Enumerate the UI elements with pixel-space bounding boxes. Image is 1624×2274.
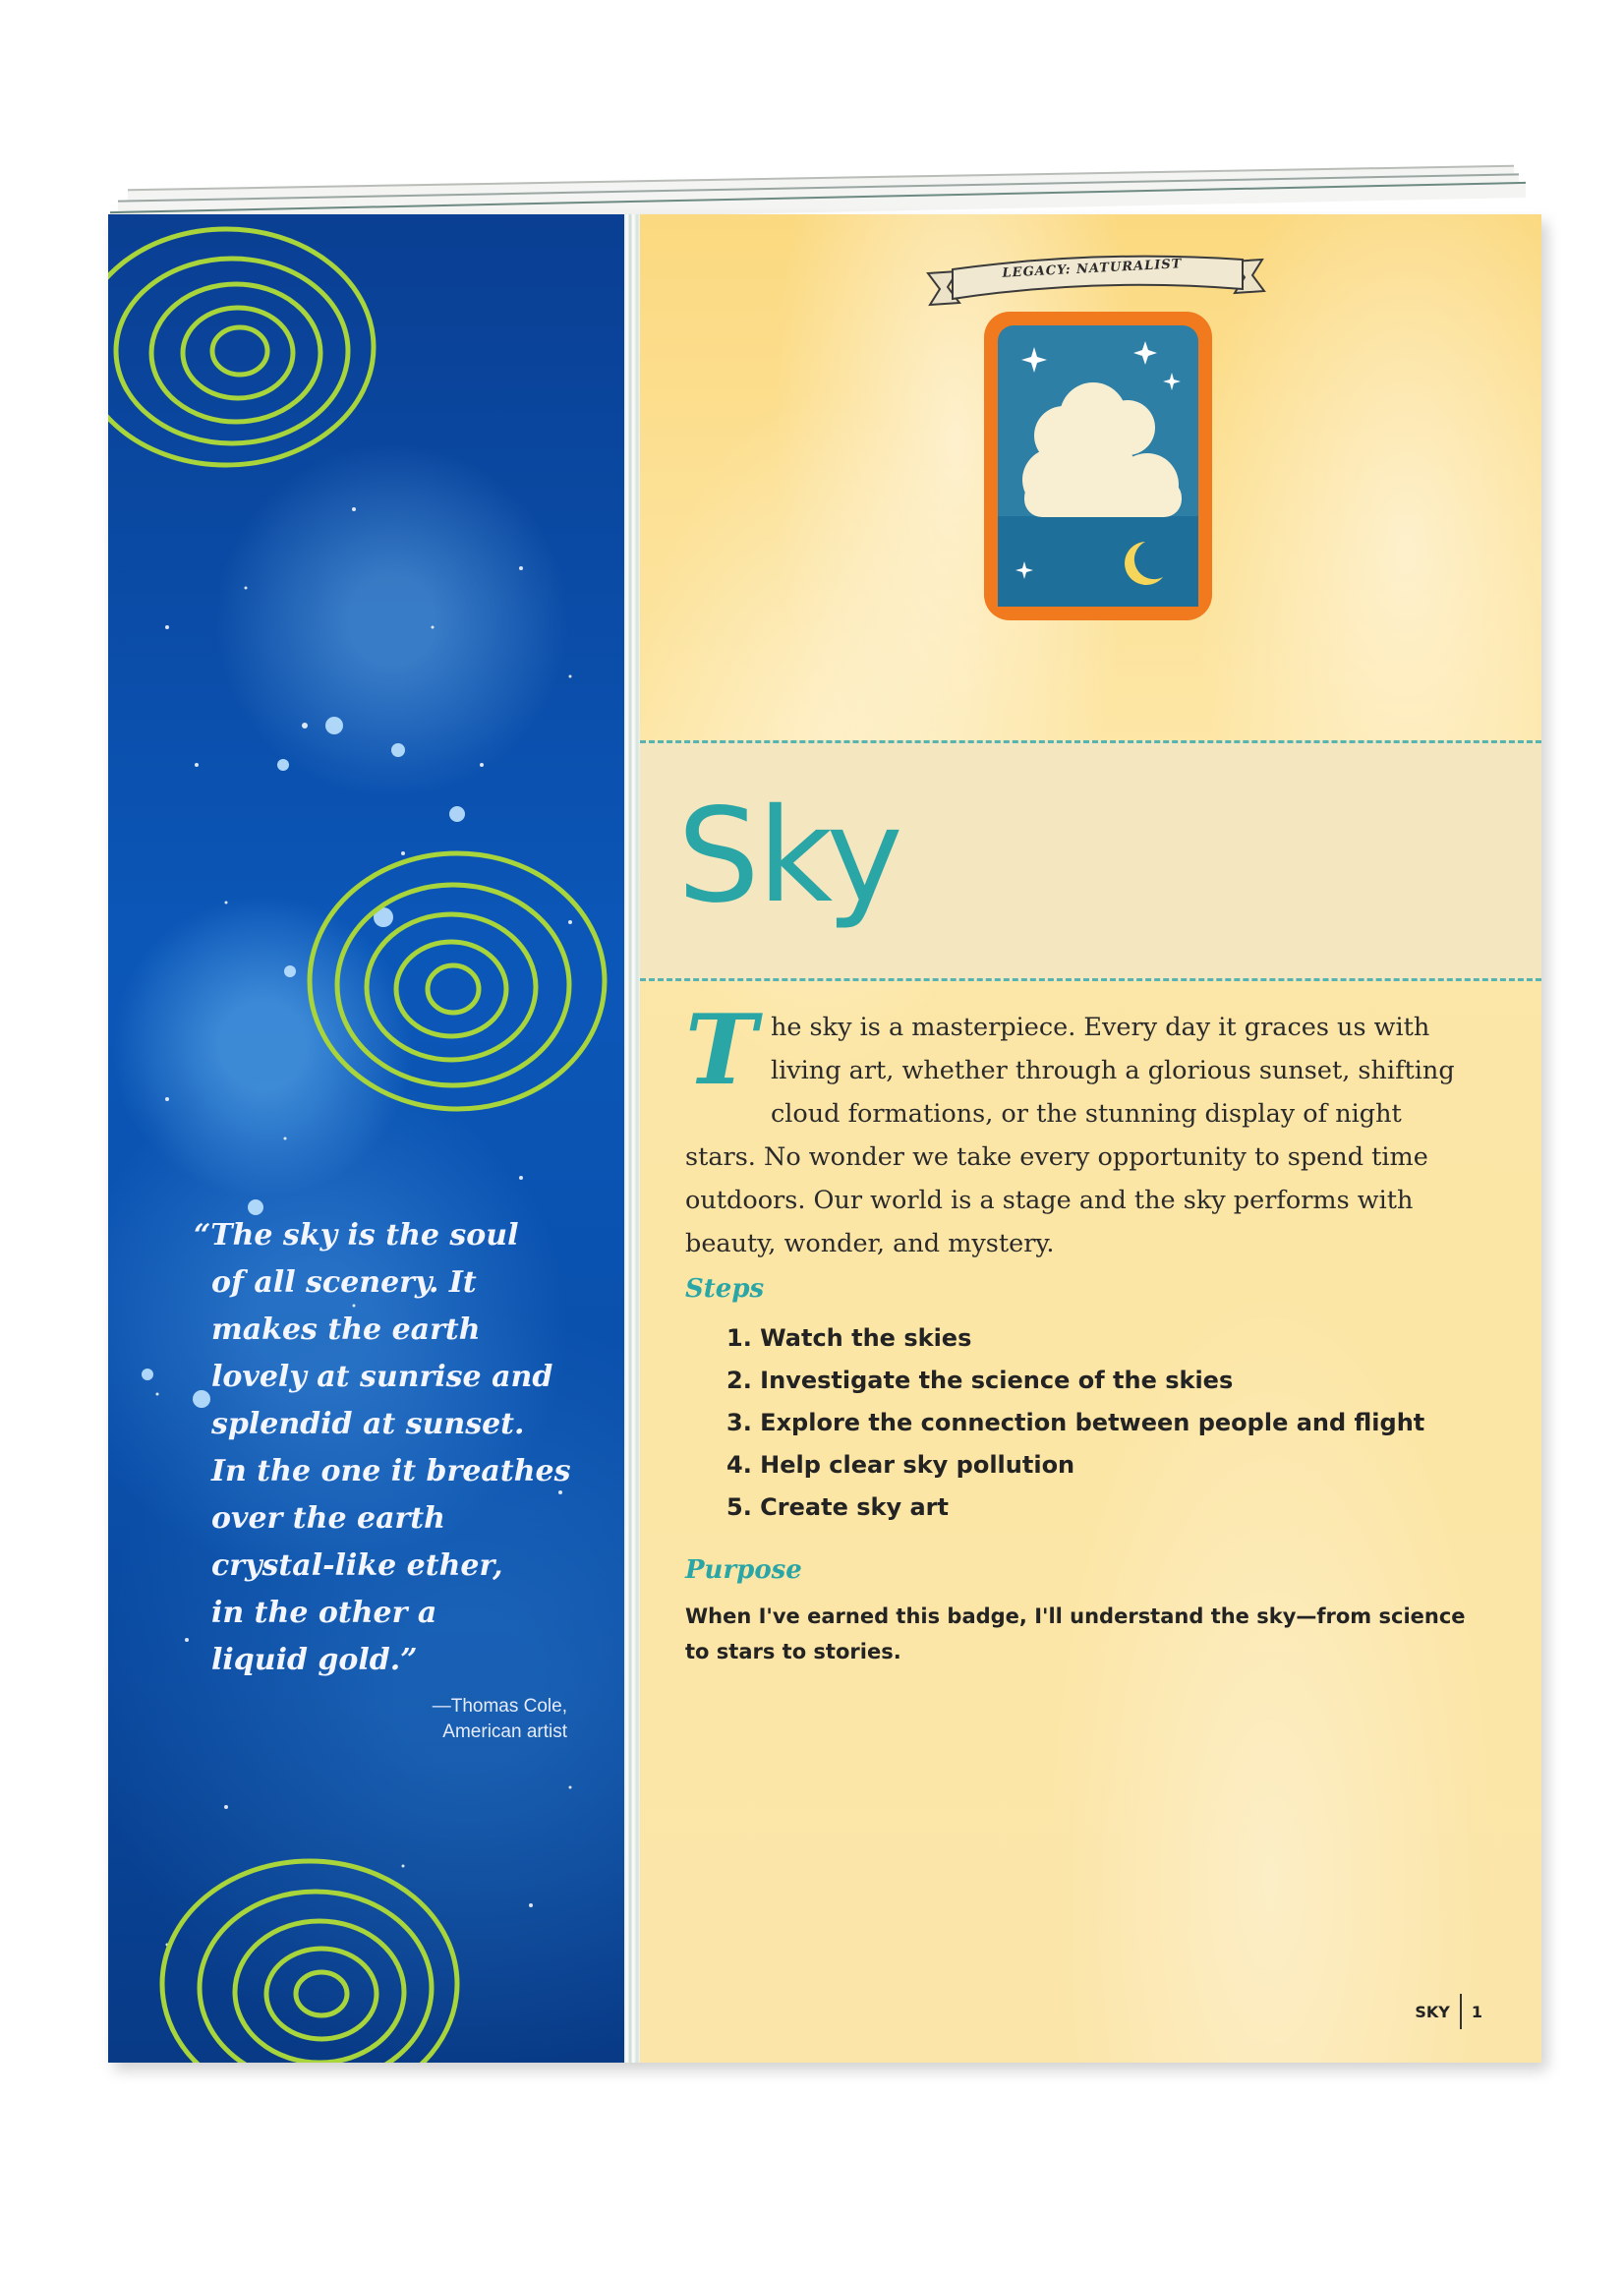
quote-line: liquid gold.” [211,1643,418,1677]
pull-quote [194,1212,605,1684]
quote-author: —Thomas Cole, [432,1696,567,1717]
quote-line: makes the earth [211,1312,481,1347]
quote-line: “The sky is the soul [194,1218,519,1253]
footer-separator [1460,1994,1462,2029]
purpose-heading: Purpose [685,1555,802,1585]
starry-sky-panel [108,214,624,2063]
step-item: 5. Create sky art [726,1493,949,1521]
intro-text: he sky is a masterpiece. Every day it graces us with living art, whether through a glorious sunset, shifting cloud formations, or the stunning display of night stars. No wonder we take every opportunity to spend time outdoors. Our world is a stage and the sky performs with beauty, wonder, and mystery. [685,1013,1455,1258]
title-band [640,740,1541,981]
page-footer [1415,1994,1482,2029]
footer-label: SKY [1415,2002,1450,2021]
step-item: 2. Investigate the science of the skies [726,1367,1234,1394]
page-divider [624,214,640,2063]
quote-attribution [433,1694,567,1745]
booklet-page [108,214,1541,2063]
banner-label: LEGACY: NATURALIST [1002,257,1183,281]
quote-line: crystal-like ether, [211,1548,503,1583]
quote-line: splendid at sunset. [211,1407,525,1441]
sky-badge-icon [980,308,1216,624]
purpose-text: When I've earned this badge, I'll understand the sky—from science to stars to stories. [685,1604,1466,1663]
quote-line: of all scenery. It [211,1265,477,1300]
step-item: 3. Explore the connection between people and flight [726,1409,1425,1436]
steps-list [726,1317,1424,1529]
quote-line: in the other a [211,1596,437,1630]
intro-paragraph [685,994,1462,1265]
content-panel [640,214,1541,2063]
page-number: 1 [1471,2002,1482,2021]
step-item: 1. Watch the skies [726,1324,972,1352]
quote-line: lovely at sunrise and [211,1360,553,1394]
steps-heading: Steps [685,1274,765,1304]
step-item: 4. Help clear sky pollution [726,1451,1075,1479]
quote-line: In the one it breathes [211,1454,571,1488]
swirl-bottom [162,1861,457,2063]
quote-author-role: American artist [442,1721,567,1742]
swirl-middle [310,853,605,1109]
swirl-decorations [108,214,624,2063]
quote-line: over the earth [211,1501,445,1536]
drop-cap: T [685,994,757,1107]
swirl-top [108,229,374,465]
page-title: Sky [677,781,901,932]
